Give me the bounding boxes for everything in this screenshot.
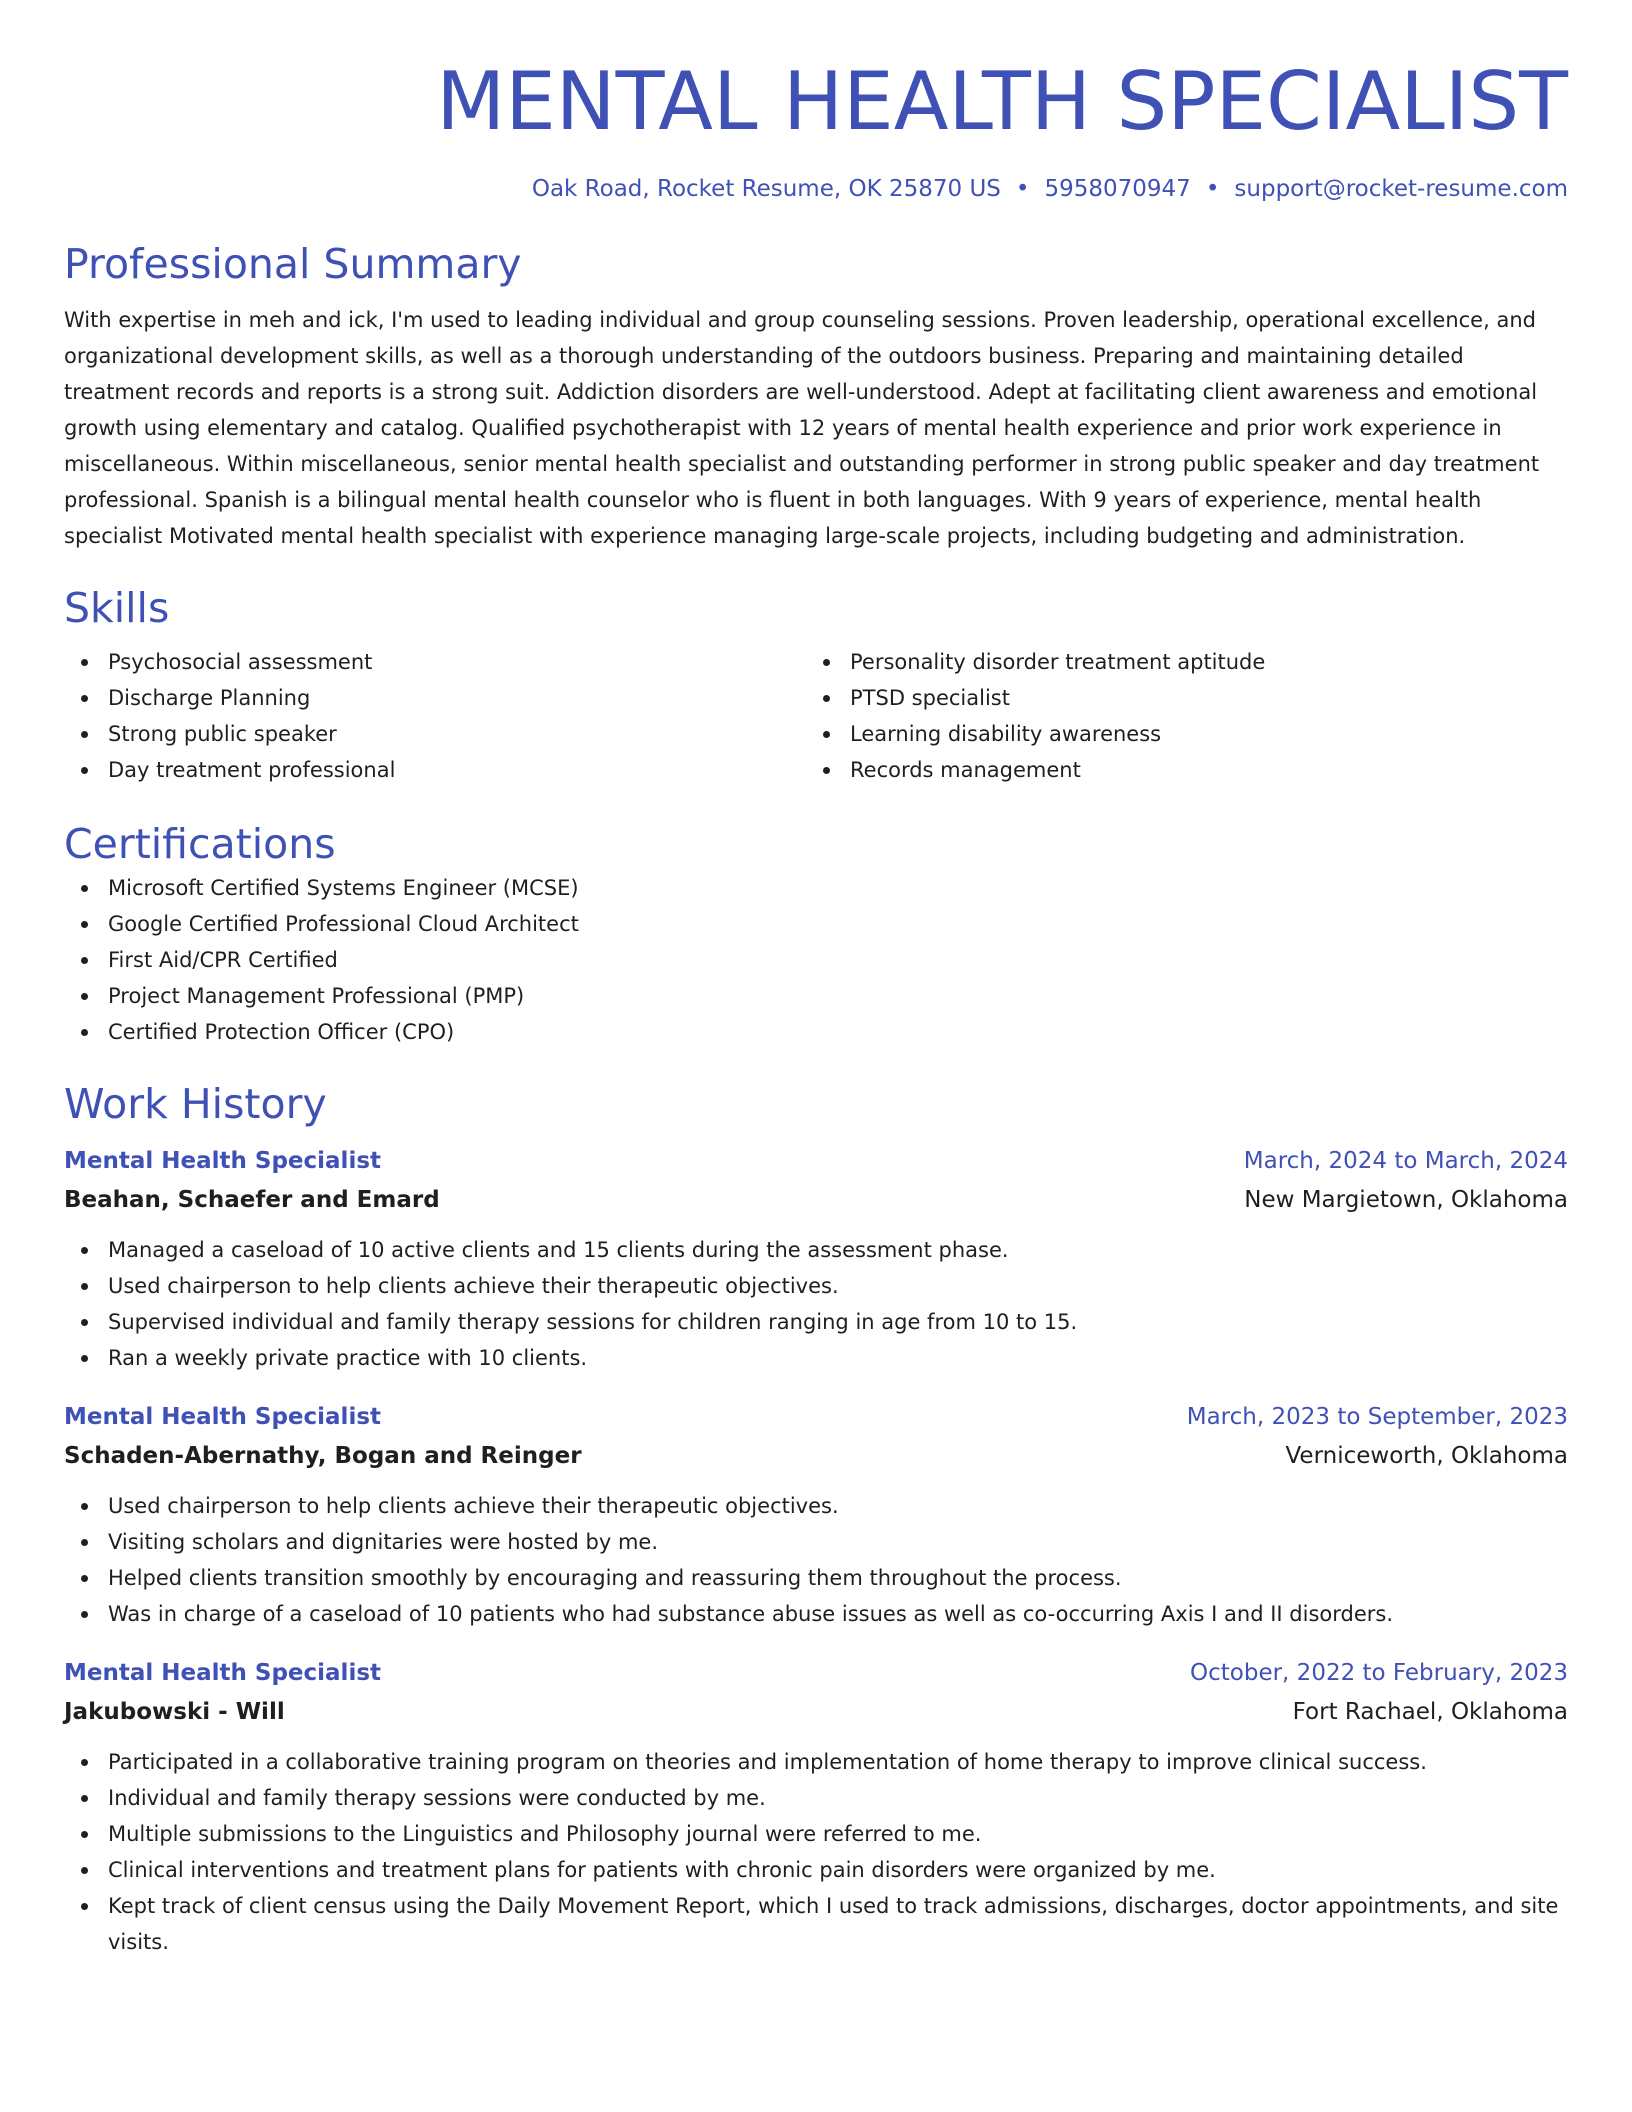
job-duty: Used chairperson to help clients achieve their therapeutic objectives. (64, 1268, 1568, 1304)
skill-item: Strong public speaker (64, 716, 806, 752)
certifications-section (64, 818, 1568, 1050)
job-duty: Ran a weekly private practice with 10 clients. (64, 1340, 1568, 1376)
job-duty: Helped clients transition smoothly by encouraging and reassuring them throughout the process. (64, 1560, 1568, 1596)
job-entry (64, 1142, 1568, 1376)
skill-item: Day treatment professional (64, 752, 806, 788)
job-position: Mental Health Specialist (64, 1660, 382, 1686)
certification-item: First Aid/CPR Certified (64, 942, 1568, 978)
contact-address: Oak Road, Rocket Resume, OK 25870 US (531, 176, 1001, 202)
job-location: Fort Rachael, Oklahoma (1292, 1699, 1568, 1725)
job-duty: Clinical interventions and treatment plans for patients with chronic pain disorders were organized by me. (64, 1852, 1568, 1888)
skills-grid (64, 644, 1568, 788)
skill-item: Records management (806, 752, 1548, 788)
skill-item: Psychosocial assessment (64, 644, 806, 680)
summary-heading: Professional Summary (64, 240, 522, 288)
job-duties-list (64, 1488, 1568, 1632)
skills-heading: Skills (64, 584, 170, 632)
skills-list-right (806, 644, 1548, 788)
certifications-heading: Certifications (64, 820, 336, 868)
job-duty: Visiting scholars and dignitaries were hosted by me. (64, 1524, 1568, 1560)
job-duty: Kept track of client census using the Daily Movement Report, which I used to track admissions, discharges, doctor appointments, and site visits. (64, 1888, 1568, 1960)
skill-item: PTSD specialist (806, 680, 1548, 716)
certifications-list (64, 870, 1568, 1050)
job-location: Verniceworth, Oklahoma (1285, 1443, 1568, 1469)
contact-separator: • (1205, 176, 1220, 202)
job-title: MENTAL HEALTH SPECIALIST (436, 55, 1568, 148)
job-duties-list (64, 1232, 1568, 1376)
job-dates: March, 2024 to March, 2024 (1243, 1148, 1568, 1174)
work-history-heading: Work History (64, 1080, 327, 1128)
skill-item: Learning disability awareness (806, 716, 1548, 752)
work-history-section (64, 1078, 1568, 1960)
resume-header (64, 0, 1568, 204)
job-position: Mental Health Specialist (64, 1148, 382, 1174)
job-duty: Managed a caseload of 10 active clients and 15 clients during the assessment phase. (64, 1232, 1568, 1268)
job-duty: Multiple submissions to the Linguistics and Philosophy journal were referred to me. (64, 1816, 1568, 1852)
skill-item: Discharge Planning (64, 680, 806, 716)
job-company: Schaden-Abernathy, Bogan and Reinger (64, 1443, 582, 1469)
contact-email[interactable]: support@rocket-resume.com (1234, 176, 1568, 202)
skills-section (64, 582, 1568, 788)
job-duty: Individual and family therapy sessions were conducted by me. (64, 1780, 1568, 1816)
skill-item: Personality disorder treatment aptitude (806, 644, 1548, 680)
certification-item: Project Management Professional (PMP) (64, 978, 1568, 1014)
summary-section (64, 238, 1568, 554)
job-entry (64, 1398, 1568, 1632)
certification-item: Microsoft Certified Systems Engineer (MCSE) (64, 870, 1568, 906)
job-duty: Was in charge of a caseload of 10 patients who had substance abuse issues as well as co-occurring Axis I and II disorders. (64, 1596, 1568, 1632)
contact-line (64, 174, 1568, 204)
contact-phone: 5958070947 (1044, 176, 1191, 202)
job-dates: March, 2023 to September, 2023 (1186, 1404, 1568, 1430)
job-duty: Supervised individual and family therapy sessions for children ranging in age from 10 to 15. (64, 1304, 1568, 1340)
contact-separator: • (1015, 176, 1030, 202)
certification-item: Certified Protection Officer (CPO) (64, 1014, 1568, 1050)
job-location: New Margietown, Oklahoma (1244, 1187, 1568, 1213)
job-duties-list (64, 1744, 1568, 1960)
job-entry (64, 1654, 1568, 1960)
job-dates: October, 2022 to February, 2023 (1190, 1660, 1568, 1686)
job-duty: Participated in a collaborative training program on theories and implementation of home therapy to improve clinical success. (64, 1744, 1568, 1780)
job-duty: Used chairperson to help clients achieve their therapeutic objectives. (64, 1488, 1568, 1524)
job-company: Jakubowski - Will (64, 1699, 285, 1725)
job-position: Mental Health Specialist (64, 1404, 382, 1430)
skills-list-left (64, 644, 806, 788)
summary-text: With expertise in meh and ick, I'm used to leading individual and group counseling sessions. Proven leadership, operational excellence, and organizational development skills, as well as a thorough understanding of the outdoors business. Preparing and maintaining detailed treatment records and reports is a strong suit. Addiction disorders are well-understood. Adept at facilitating client awareness and emotional growth using elementary and catalog. Qualified psychotherapist with 12 years of mental health experience and prior work experience in miscellaneous. Within miscellaneous, senior mental health specialist and outstanding performer in strong public speaker and day treatment professional. Spanish is a bilingual mental health counselor who is fluent in both languages. With 9 years of experience, mental health specialist Motivated mental health specialist with experience managing large-scale projects, including budgeting and administration. (64, 308, 1540, 548)
certification-item: Google Certified Professional Cloud Architect (64, 906, 1568, 942)
job-company: Beahan, Schaefer and Emard (64, 1187, 440, 1213)
